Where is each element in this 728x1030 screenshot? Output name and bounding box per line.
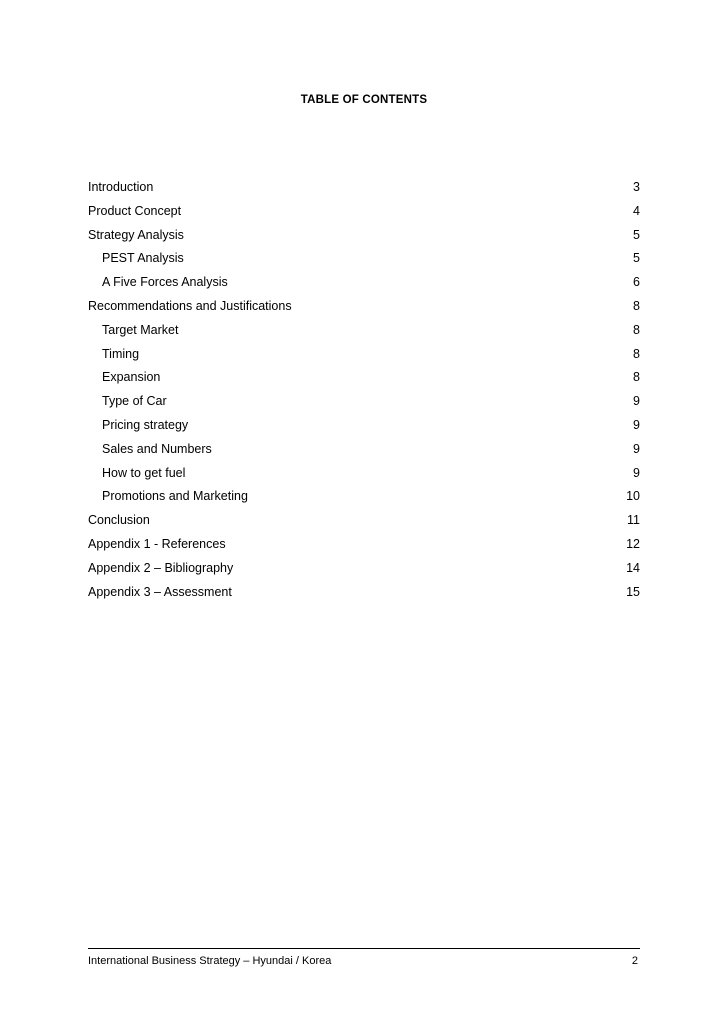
toc-entry-page-number: 8	[633, 346, 640, 361]
table-of-contents	[88, 176, 640, 604]
toc-entry-page-number: 9	[633, 394, 640, 409]
toc-entry[interactable]	[88, 247, 640, 271]
dot-leader	[186, 462, 632, 474]
toc-title: TABLE OF CONTENTS	[300, 94, 428, 106]
dot-leader	[234, 557, 625, 569]
toc-entry-page-number: 15	[626, 584, 640, 599]
toc-entry[interactable]	[88, 176, 640, 200]
toc-entry-page-number: 5	[633, 251, 640, 266]
toc-entry[interactable]	[88, 533, 640, 557]
dot-leader	[182, 200, 632, 212]
dot-leader	[293, 295, 632, 307]
dot-leader	[154, 176, 632, 188]
toc-entry[interactable]	[88, 485, 640, 509]
toc-entry-page-number: 9	[633, 465, 640, 480]
toc-entry-label: Recommendations and Justifications	[88, 298, 292, 313]
toc-entry-page-number: 8	[633, 370, 640, 385]
toc-entry-page-number: 6	[633, 275, 640, 290]
toc-entry[interactable]	[88, 557, 640, 581]
toc-entry-page-number: 4	[633, 203, 640, 218]
toc-entry-label: Appendix 3 – Assessment	[88, 584, 232, 599]
toc-entry-page-number: 10	[626, 489, 640, 504]
dot-leader	[233, 581, 625, 593]
toc-entry[interactable]	[88, 271, 640, 295]
toc-entry[interactable]	[88, 462, 640, 486]
page-footer	[88, 948, 640, 967]
toc-entry-label: Type of Car	[102, 394, 167, 409]
dot-leader	[227, 533, 626, 545]
toc-entry-page-number: 11	[627, 513, 640, 528]
toc-entry-label: Timing	[102, 346, 140, 361]
toc-entry-label: A Five Forces Analysis	[102, 275, 228, 290]
toc-entry-page-number: 8	[633, 298, 640, 313]
dot-leader	[189, 414, 632, 426]
toc-entry-label: Strategy Analysis	[88, 227, 184, 242]
toc-entry-label: Pricing strategy	[102, 417, 189, 432]
toc-entry-page-number: 9	[633, 441, 640, 456]
toc-entry-label: Product Concept	[88, 203, 182, 218]
toc-entry-label: Expansion	[102, 370, 161, 385]
toc-entry[interactable]	[88, 390, 640, 414]
toc-entry-page-number: 8	[633, 322, 640, 337]
toc-entry[interactable]	[88, 200, 640, 224]
toc-entry-label: Appendix 2 – Bibliography	[88, 560, 234, 575]
toc-entry[interactable]	[88, 438, 640, 462]
toc-entry-label: Appendix 1 - References	[88, 536, 226, 551]
toc-entry-page-number: 12	[626, 536, 640, 551]
toc-entry-page-number: 3	[633, 180, 640, 194]
toc-entry[interactable]	[88, 319, 640, 343]
toc-entry[interactable]	[88, 224, 640, 248]
dot-leader	[229, 271, 632, 283]
toc-entry-page-number: 9	[633, 417, 640, 432]
toc-entry-label: Sales and Numbers	[102, 441, 212, 456]
dot-leader	[140, 343, 632, 355]
dot-leader	[151, 509, 626, 521]
toc-entry-label: Introduction	[88, 180, 154, 194]
dot-leader	[249, 485, 625, 497]
dot-leader	[161, 366, 632, 378]
dot-leader	[185, 224, 632, 236]
toc-entry[interactable]	[88, 366, 640, 390]
dot-leader	[213, 438, 632, 450]
toc-entry[interactable]	[88, 295, 640, 319]
toc-entry[interactable]	[88, 509, 640, 533]
toc-entry[interactable]	[88, 581, 640, 605]
toc-entry-label: Conclusion	[88, 513, 150, 528]
footer-text: International Business Strategy – Hyundai / Korea	[88, 955, 332, 967]
toc-entry-label: PEST Analysis	[102, 251, 184, 266]
dot-leader	[179, 319, 632, 331]
page-number: 2	[631, 955, 638, 967]
toc-entry[interactable]	[88, 414, 640, 438]
toc-entry-label: How to get fuel	[102, 465, 186, 480]
toc-entry[interactable]	[88, 343, 640, 367]
toc-entry-label: Promotions and Marketing	[102, 489, 248, 504]
toc-entry-label: Target Market	[102, 322, 179, 337]
toc-entry-page-number: 5	[633, 227, 640, 242]
dot-leader	[168, 390, 632, 402]
toc-entry-page-number: 14	[626, 560, 640, 575]
dot-leader	[185, 247, 632, 259]
